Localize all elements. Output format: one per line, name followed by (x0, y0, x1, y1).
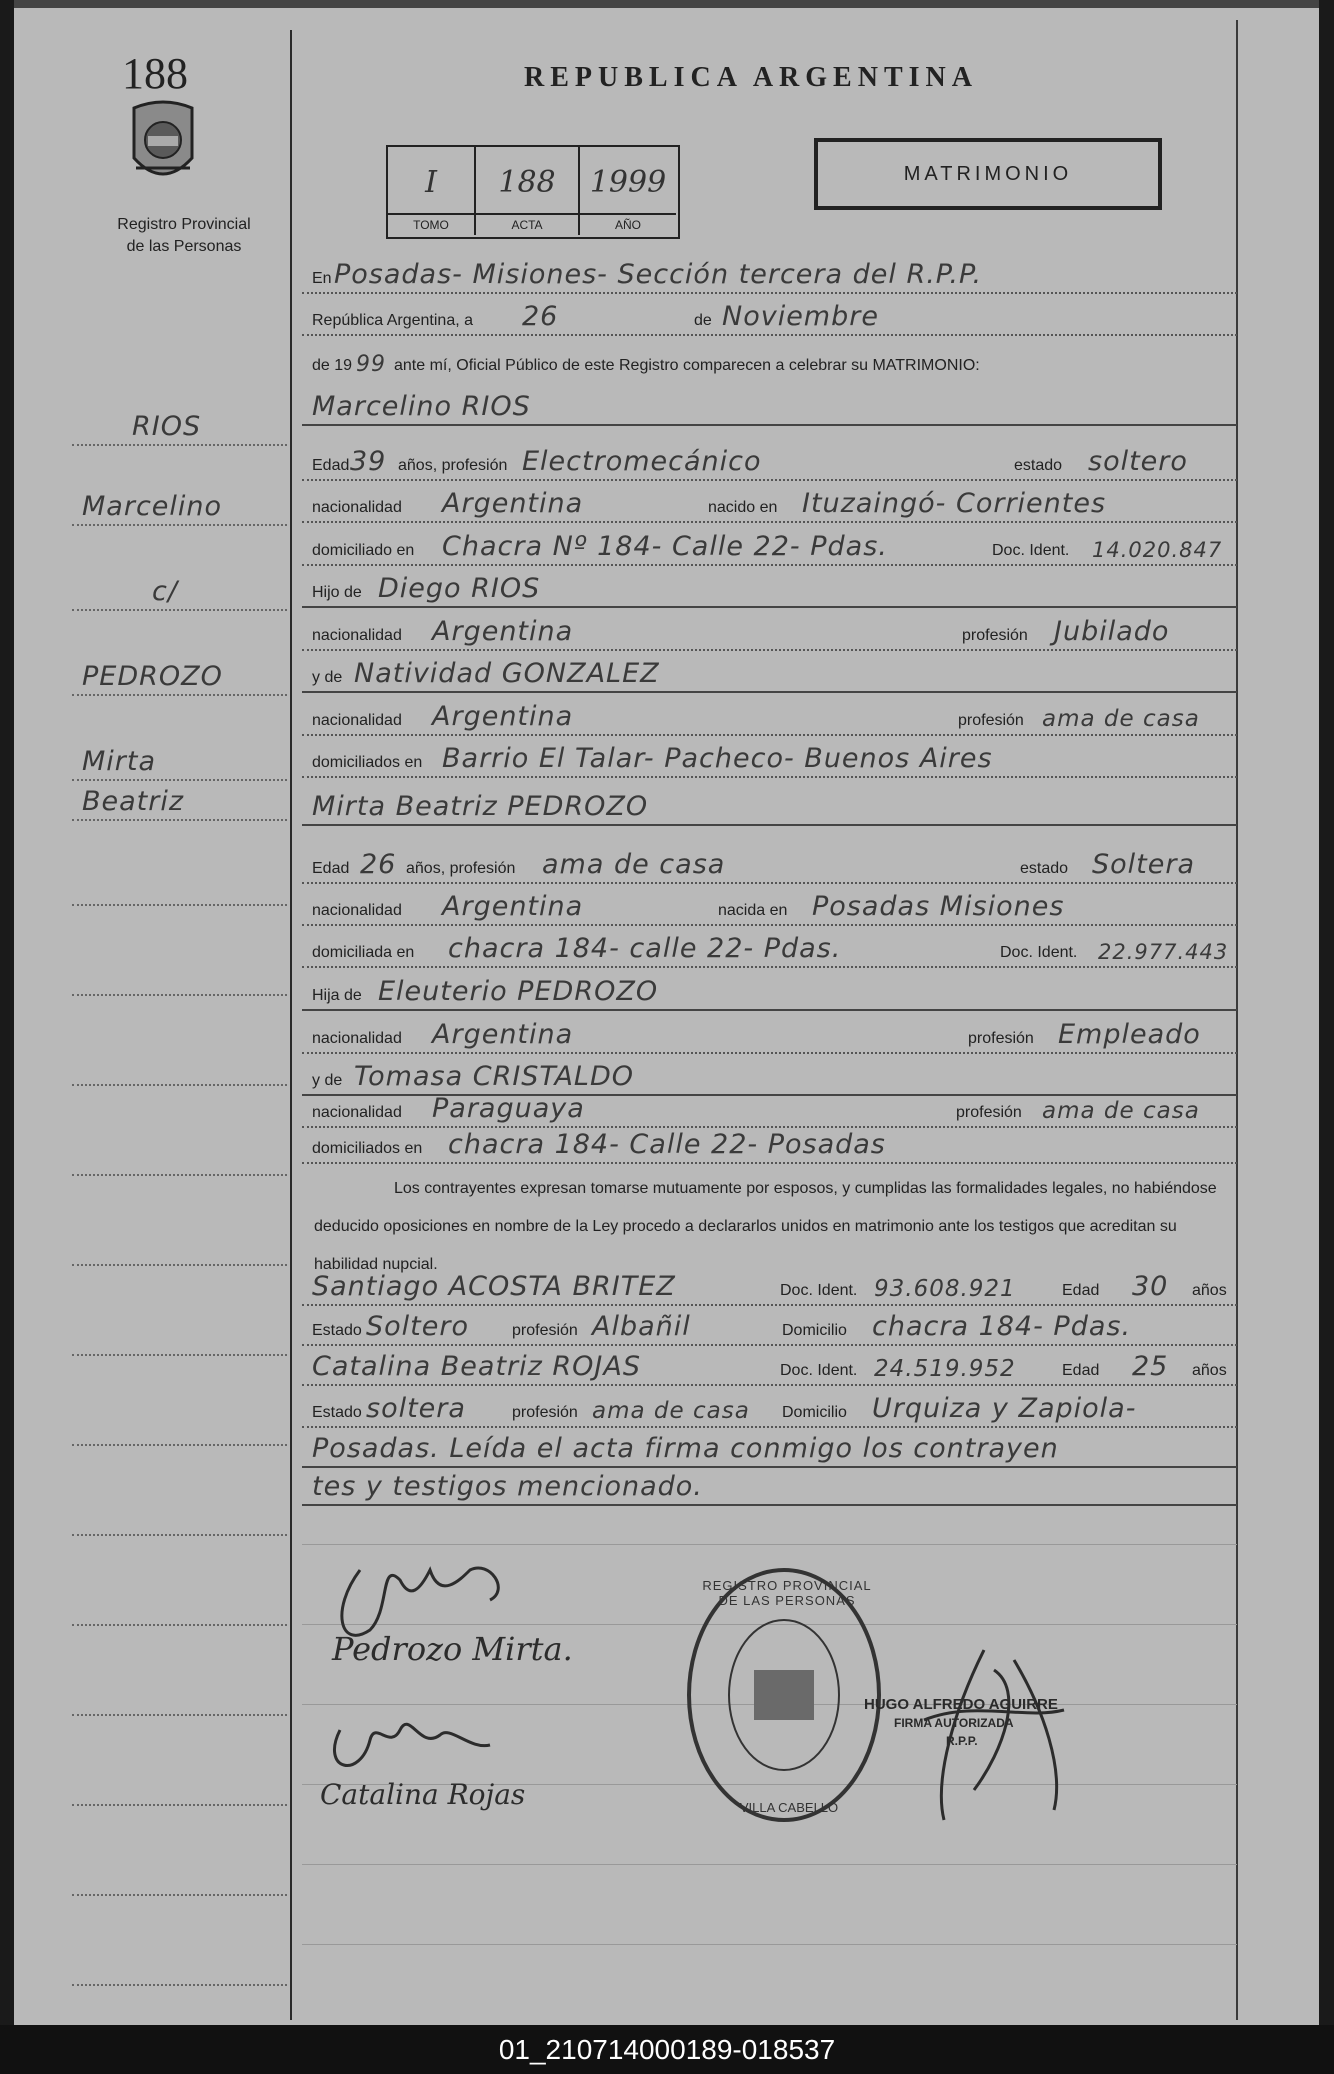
margin-blank-row (72, 1230, 287, 1266)
doms-label: domiciliados en (312, 754, 423, 771)
blank-line (302, 1910, 1237, 1945)
nac-label: nacionalidad (312, 712, 402, 729)
groom-domicile: Chacra Nº 184- Calle 22- Pdas. (442, 531, 888, 562)
intro-place-row (302, 258, 1237, 294)
file-id-footer: 01_210714000189-018537 (0, 2025, 1334, 2074)
bride-profession: ama de casa (542, 849, 726, 880)
acta-value: 188 (498, 165, 556, 200)
prof-label: profesión (958, 712, 1024, 729)
edad-label: Edad (1062, 1362, 1100, 1379)
republic-title: REPUBLICA ARGENTINA (524, 62, 978, 93)
witness1-row (302, 1270, 1237, 1306)
margin-name: Marcelino (82, 491, 223, 522)
nac-label: nacionalidad (312, 1104, 402, 1121)
bride-father-nat-row (302, 1018, 1237, 1054)
anio-cell (580, 147, 676, 235)
closing-row-1 (302, 1432, 1237, 1468)
groom-father-row (302, 572, 1237, 608)
anos-label: años (1192, 1282, 1227, 1299)
witness1-detail-row (302, 1310, 1237, 1346)
margin-surname: RIOS (132, 411, 202, 442)
groom-profession: Electromecánico (522, 446, 762, 477)
prof-label: profesión (512, 1322, 578, 1339)
witness2-domicile: Urquiza y Zapiola- (872, 1393, 1137, 1424)
hijo-label: Hijo de (312, 584, 362, 601)
bride-doc: 22.977.443 (1098, 940, 1229, 964)
intro-day: 26 (522, 301, 559, 332)
groom-mother: Natividad GONZALEZ (354, 658, 660, 689)
stamp-lower-text: VILLA CABELLO (739, 1800, 839, 1815)
top-border (14, 0, 1319, 8)
margin-blank-row (72, 1860, 287, 1896)
groom-name-row (302, 390, 1237, 426)
de-label: de (694, 312, 712, 329)
bride-mother: Tomasa CRISTALDO (354, 1061, 635, 1092)
signature-witness2: Catalina Rojas (320, 1778, 526, 1811)
doc-type-box: MATRIMONIO (814, 138, 1162, 210)
bride-age-row (302, 848, 1237, 884)
edad-label: Edad (1062, 1282, 1100, 1299)
hija-label: Hija de (312, 987, 362, 1004)
anos-prof-label: años, profesión (406, 860, 516, 877)
signature-officer-icon (894, 1630, 1084, 1830)
margin-blank-row (72, 1500, 287, 1536)
closing-row-2 (302, 1470, 1237, 1506)
prof-label: profesión (962, 627, 1028, 644)
witness2-row (302, 1350, 1237, 1386)
groom-parents-dom-row (302, 742, 1237, 778)
groom-age: 39 (350, 446, 387, 477)
registro-label (94, 214, 274, 258)
estado-label: estado (1014, 457, 1063, 474)
blank-line (302, 1830, 1237, 1865)
nacido-label: nacido en (708, 499, 778, 516)
margin-blank-row (72, 1950, 287, 1986)
registro-line-2: de las Personas (126, 238, 242, 255)
margin-blank-row (72, 960, 287, 996)
groom-nationality: Argentina (442, 488, 584, 519)
bride-birthplace: Posadas Misiones (812, 891, 1065, 922)
dom-label: domiciliado en (312, 542, 415, 559)
margin-blank-row (72, 1140, 287, 1176)
margin-blank-row (72, 870, 287, 906)
bride-estado: Soltera (1092, 849, 1196, 880)
closing-line-1: Posadas. Leída el acta firma conmigo los contrayen (312, 1433, 1059, 1464)
groom-father-nat-row (302, 615, 1237, 651)
bride-father: Eleuterio PEDROZO (378, 976, 659, 1007)
margin-name-row (72, 490, 287, 526)
witness2-age: 25 (1132, 1351, 1169, 1382)
bride-parents-dom-row (302, 1128, 1237, 1164)
bride-mother-profession: ama de casa (1042, 1098, 1200, 1124)
intro-month: Noviembre (722, 301, 879, 332)
groom-doc: 14.020.847 (1092, 538, 1223, 562)
anio-value: 1999 (589, 165, 667, 200)
bride-mother-nationality: Paraguaya (432, 1093, 585, 1124)
registro-line-1: Registro Provincial (117, 216, 251, 233)
intro-date-row (302, 300, 1237, 336)
signature-bride: Pedrozo Mirta. (332, 1630, 573, 1668)
signature-witness1-icon (320, 1690, 500, 1780)
bride-dom-row (302, 932, 1237, 968)
witness1-name: Santiago ACOSTA BRITEZ (312, 1271, 676, 1302)
groom-mother-row (302, 657, 1237, 693)
closing-line-2: tes y testigos mencionado. (312, 1471, 703, 1502)
acta-cell (476, 147, 580, 235)
witness1-age: 30 (1132, 1271, 1169, 1302)
groom-nat-row (302, 487, 1237, 523)
bride-nationality: Argentina (442, 891, 584, 922)
doc-label: Doc. Ident. (780, 1362, 858, 1379)
bride-domicile: chacra 184- calle 22- Pdas. (448, 933, 842, 964)
officer-name: HUGO ALFREDO AGUIRRE (864, 1696, 1058, 1713)
nac-label: nacionalidad (312, 1030, 402, 1047)
margin-blank-row (72, 1320, 287, 1356)
intro-year-row (302, 345, 1237, 379)
bride-mother-row (302, 1060, 1237, 1096)
groom-birthplace: Ituzaingó- Corrientes (802, 488, 1107, 519)
acta-label: ACTA (476, 213, 578, 235)
provincial-seal-icon (126, 98, 200, 190)
witness2-detail-row (302, 1392, 1237, 1428)
stamp-circle-text: REGISTRO PROVINCIAL DE LAS PERSONAS (702, 1578, 872, 1608)
doc-label: Doc. Ident. (1000, 944, 1078, 961)
page-number: 188 (122, 49, 188, 98)
margin-line (290, 30, 292, 2020)
doc-label: Doc. Ident. (780, 1282, 858, 1299)
witness1-estado: Soltero (366, 1311, 469, 1342)
estado-label: Estado (312, 1322, 362, 1339)
estado-label: Estado (312, 1404, 362, 1421)
margin-blank-row (72, 1590, 287, 1626)
margin-conj-row (72, 575, 287, 611)
witness1-domicile: chacra 184- Pdas. (872, 1311, 1132, 1342)
rep-label: República Argentina, a (312, 312, 473, 329)
bride-parents-domicile: chacra 184- Calle 22- Posadas (448, 1129, 886, 1160)
groom-father-nationality: Argentina (432, 616, 574, 647)
prof-label: profesión (968, 1030, 1034, 1047)
dom-label: domiciliada en (312, 944, 415, 961)
margin-conj: c/ (152, 576, 178, 607)
margin-name2a-row (72, 745, 287, 781)
anio-label: AÑO (580, 213, 676, 235)
margin-blank-row (72, 1770, 287, 1806)
en-label: En (312, 270, 332, 287)
prof-label: profesión (512, 1404, 578, 1421)
tomo-acta-box (386, 145, 680, 239)
doms-label: domiciliados en (312, 1140, 423, 1157)
tomo-label: TOMO (388, 213, 474, 235)
estado-label: estado (1020, 860, 1069, 877)
groom-age-row (302, 445, 1237, 481)
bride-age: 26 (360, 849, 397, 880)
nac-label: nacionalidad (312, 499, 402, 516)
nacida-label: nacida en (718, 902, 788, 919)
bride-mother-nat-row (302, 1092, 1237, 1128)
margin-blank-row (72, 1410, 287, 1446)
nac-label: nacionalidad (312, 902, 402, 919)
bride-father-nationality: Argentina (432, 1019, 574, 1050)
bride-nat-row (302, 890, 1237, 926)
margin-name2b-row (72, 785, 287, 821)
document-page (14, 0, 1319, 2025)
edad-label: Edad (312, 860, 350, 877)
year-prefix: de 19 (312, 357, 353, 374)
bride-father-profession: Empleado (1058, 1019, 1201, 1050)
groom-mother-nat-row (302, 700, 1237, 736)
bride-name: Mirta Beatriz PEDROZO (312, 791, 649, 822)
margin-surname2-row (72, 660, 287, 696)
domicilio-label: Domicilio (782, 1404, 847, 1421)
groom-mother-nationality: Argentina (432, 701, 574, 732)
groom-dom-row (302, 530, 1237, 566)
ante-text: ante mí, Oficial Público de este Registro comparecen a celebrar su MATRIMONIO: (394, 357, 980, 374)
intro-year: 99 (356, 352, 386, 377)
groom-estado: soltero (1088, 446, 1188, 477)
bride-father-row (302, 975, 1237, 1011)
margin-name2b: Beatriz (82, 786, 185, 817)
declaration-paragraph: Los contrayentes expresan tomarse mutuamente por esposos, y cumplidas las formalidades legales, no habiéndose deducido oposiciones en nombre de la Ley procedo a declararlos unidos en matrimonio ante los testigos que acreditan su habilidad nupcial. (314, 1180, 1217, 1273)
anos-prof-label: años, profesión (398, 457, 508, 474)
groom-parents-domicile: Barrio El Talar- Pacheco- Buenos Aires (442, 743, 993, 774)
groom-father: Diego RIOS (378, 573, 541, 604)
groom-mother-profession: ama de casa (1042, 706, 1200, 732)
edad-label: Edad (312, 457, 350, 474)
witness2-doc: 24.519.952 (874, 1356, 1016, 1382)
doc-label: Doc. Ident. (992, 542, 1070, 559)
witness2-estado: soltera (366, 1393, 466, 1424)
margin-name2a: Mirta (82, 746, 157, 777)
margin-surname2: PEDROZO (82, 661, 223, 692)
margin-surname-row (72, 410, 287, 446)
domicilio-label: Domicilio (782, 1322, 847, 1339)
prof-label: profesión (956, 1104, 1022, 1121)
tomo-value: I (425, 165, 437, 200)
nac-label: nacionalidad (312, 627, 402, 644)
yde-label: y de (312, 669, 343, 686)
witness2-profession: ama de casa (592, 1398, 750, 1424)
officer-title: FIRMA AUTORIZADA (894, 1716, 1014, 1730)
witness1-profession: Albañil (592, 1311, 691, 1342)
groom-name: Marcelino RIOS (312, 391, 531, 422)
yde-label: y de (312, 1072, 343, 1089)
witness2-name: Catalina Beatriz ROJAS (312, 1351, 641, 1382)
intro-place: Posadas- Misiones- Sección tercera del R.P.P. (334, 259, 983, 290)
groom-father-profession: Jubilado (1054, 616, 1170, 647)
bride-name-row (302, 790, 1237, 826)
witness1-doc: 93.608.921 (874, 1276, 1016, 1302)
anos-label: años (1192, 1362, 1227, 1379)
tomo-cell (388, 147, 476, 235)
margin-blank-row (72, 1050, 287, 1086)
margin-blank-row (72, 1680, 287, 1716)
officer-office: R.P.P. (946, 1734, 978, 1748)
